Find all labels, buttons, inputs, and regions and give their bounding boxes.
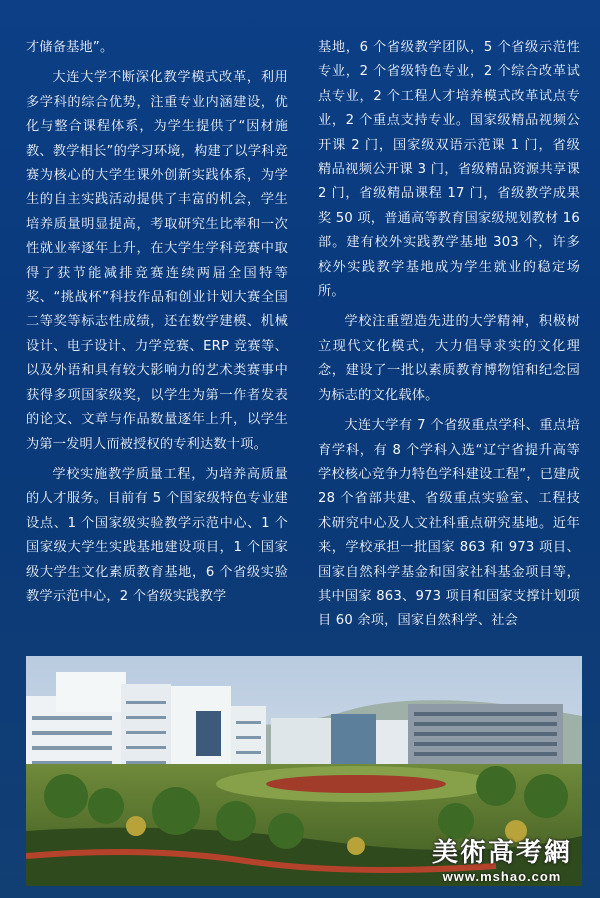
watermark-url: www.mshao.com bbox=[442, 869, 562, 884]
paragraph: 才储备基地”。 bbox=[26, 40, 114, 55]
paragraph: 基地，6 个省级教学团队，5 个省级示范性专业，2 个省级特色专业，2 个综合改革试点专业，2 个工程人才培养模式改革试点专业，2 个重点支持专业。国家级精品视频公开课 2 门，国家级双语示范课 1 门，省级精品视频公开课 3 门，省级精品资源共享课 2 门，省级精品课程 17 门，省级教学成果奖 50 项，普通高等教育国家级规划教材 16 部。建有校外实践教学基地 303 个，许多校外实践教学基地成为学生就业的稳定场所。 bbox=[318, 40, 580, 300]
paragraph: 大连大学有 7 个省级重点学科、重点培育学科，有 8 个学科入选“辽宁省提升高等学校核心竞争力特色学科建设工程”，已建成 28 个省部共建、省级重点实验室、工程技术研究中心及人文社科重点研究基地。近年来，学校承担一批国家 863 和 973 项目、国家自然科学基金和国家社科基金项目等，其中国家 863、973 项目和国家支撑计划项目 60 余项，国家自然科学、社会 bbox=[318, 418, 580, 629]
site-watermark bbox=[422, 832, 582, 884]
text-column-left bbox=[26, 36, 288, 609]
paragraph: 大连大学不断深化教学模式改革，利用多学科的综合优势，注重专业内涵建设，优化与整合课程体系，为学生提供了“因材施教、教学相长”的学习环境，构建了以学科竞赛为核心的大学生课外创新实践体系，为学生的自主实践活动提供了丰富的机会，学生培养质量明显提高，考取研究生比率和一次性就业率逐年上升，在大学生学科竞赛中取得了获节能减排竞赛连续两届全国特等奖、“挑战杯”科技作品和创业计划大赛全国二等奖等标志性成绩，还在数学建模、机械设计、电子设计、力学竞赛、ERP 竞赛等、以及外语和具有较大影响力的艺术类赛事中获得多项国家级奖，以学生为第一作者发表的论文、文章与作品数量逐年上升，以学生为第一发明人而被授权的专利达数十项。 bbox=[26, 70, 288, 452]
paragraph: 学校实施教学质量工程，为培养高质量的人才服务。目前有 5 个国家级特色专业建设点、1 个国家级实验教学示范中心、1 个国家级大学生实践基地建设项目，1 个国家级大学生文化素质教育基地，6 个省级实验教学示范中心，2 个省级实践教学 bbox=[26, 466, 288, 604]
paragraph: 学校注重塑造先进的大学精神，积极树立现代文化模式，大力倡导求实的文化理念，建设了一批以素质教育博物馆和纪念园为标志的文化载体。 bbox=[318, 314, 580, 403]
text-column-right bbox=[318, 36, 580, 634]
watermark-logo: 美術高考網 bbox=[431, 838, 572, 868]
